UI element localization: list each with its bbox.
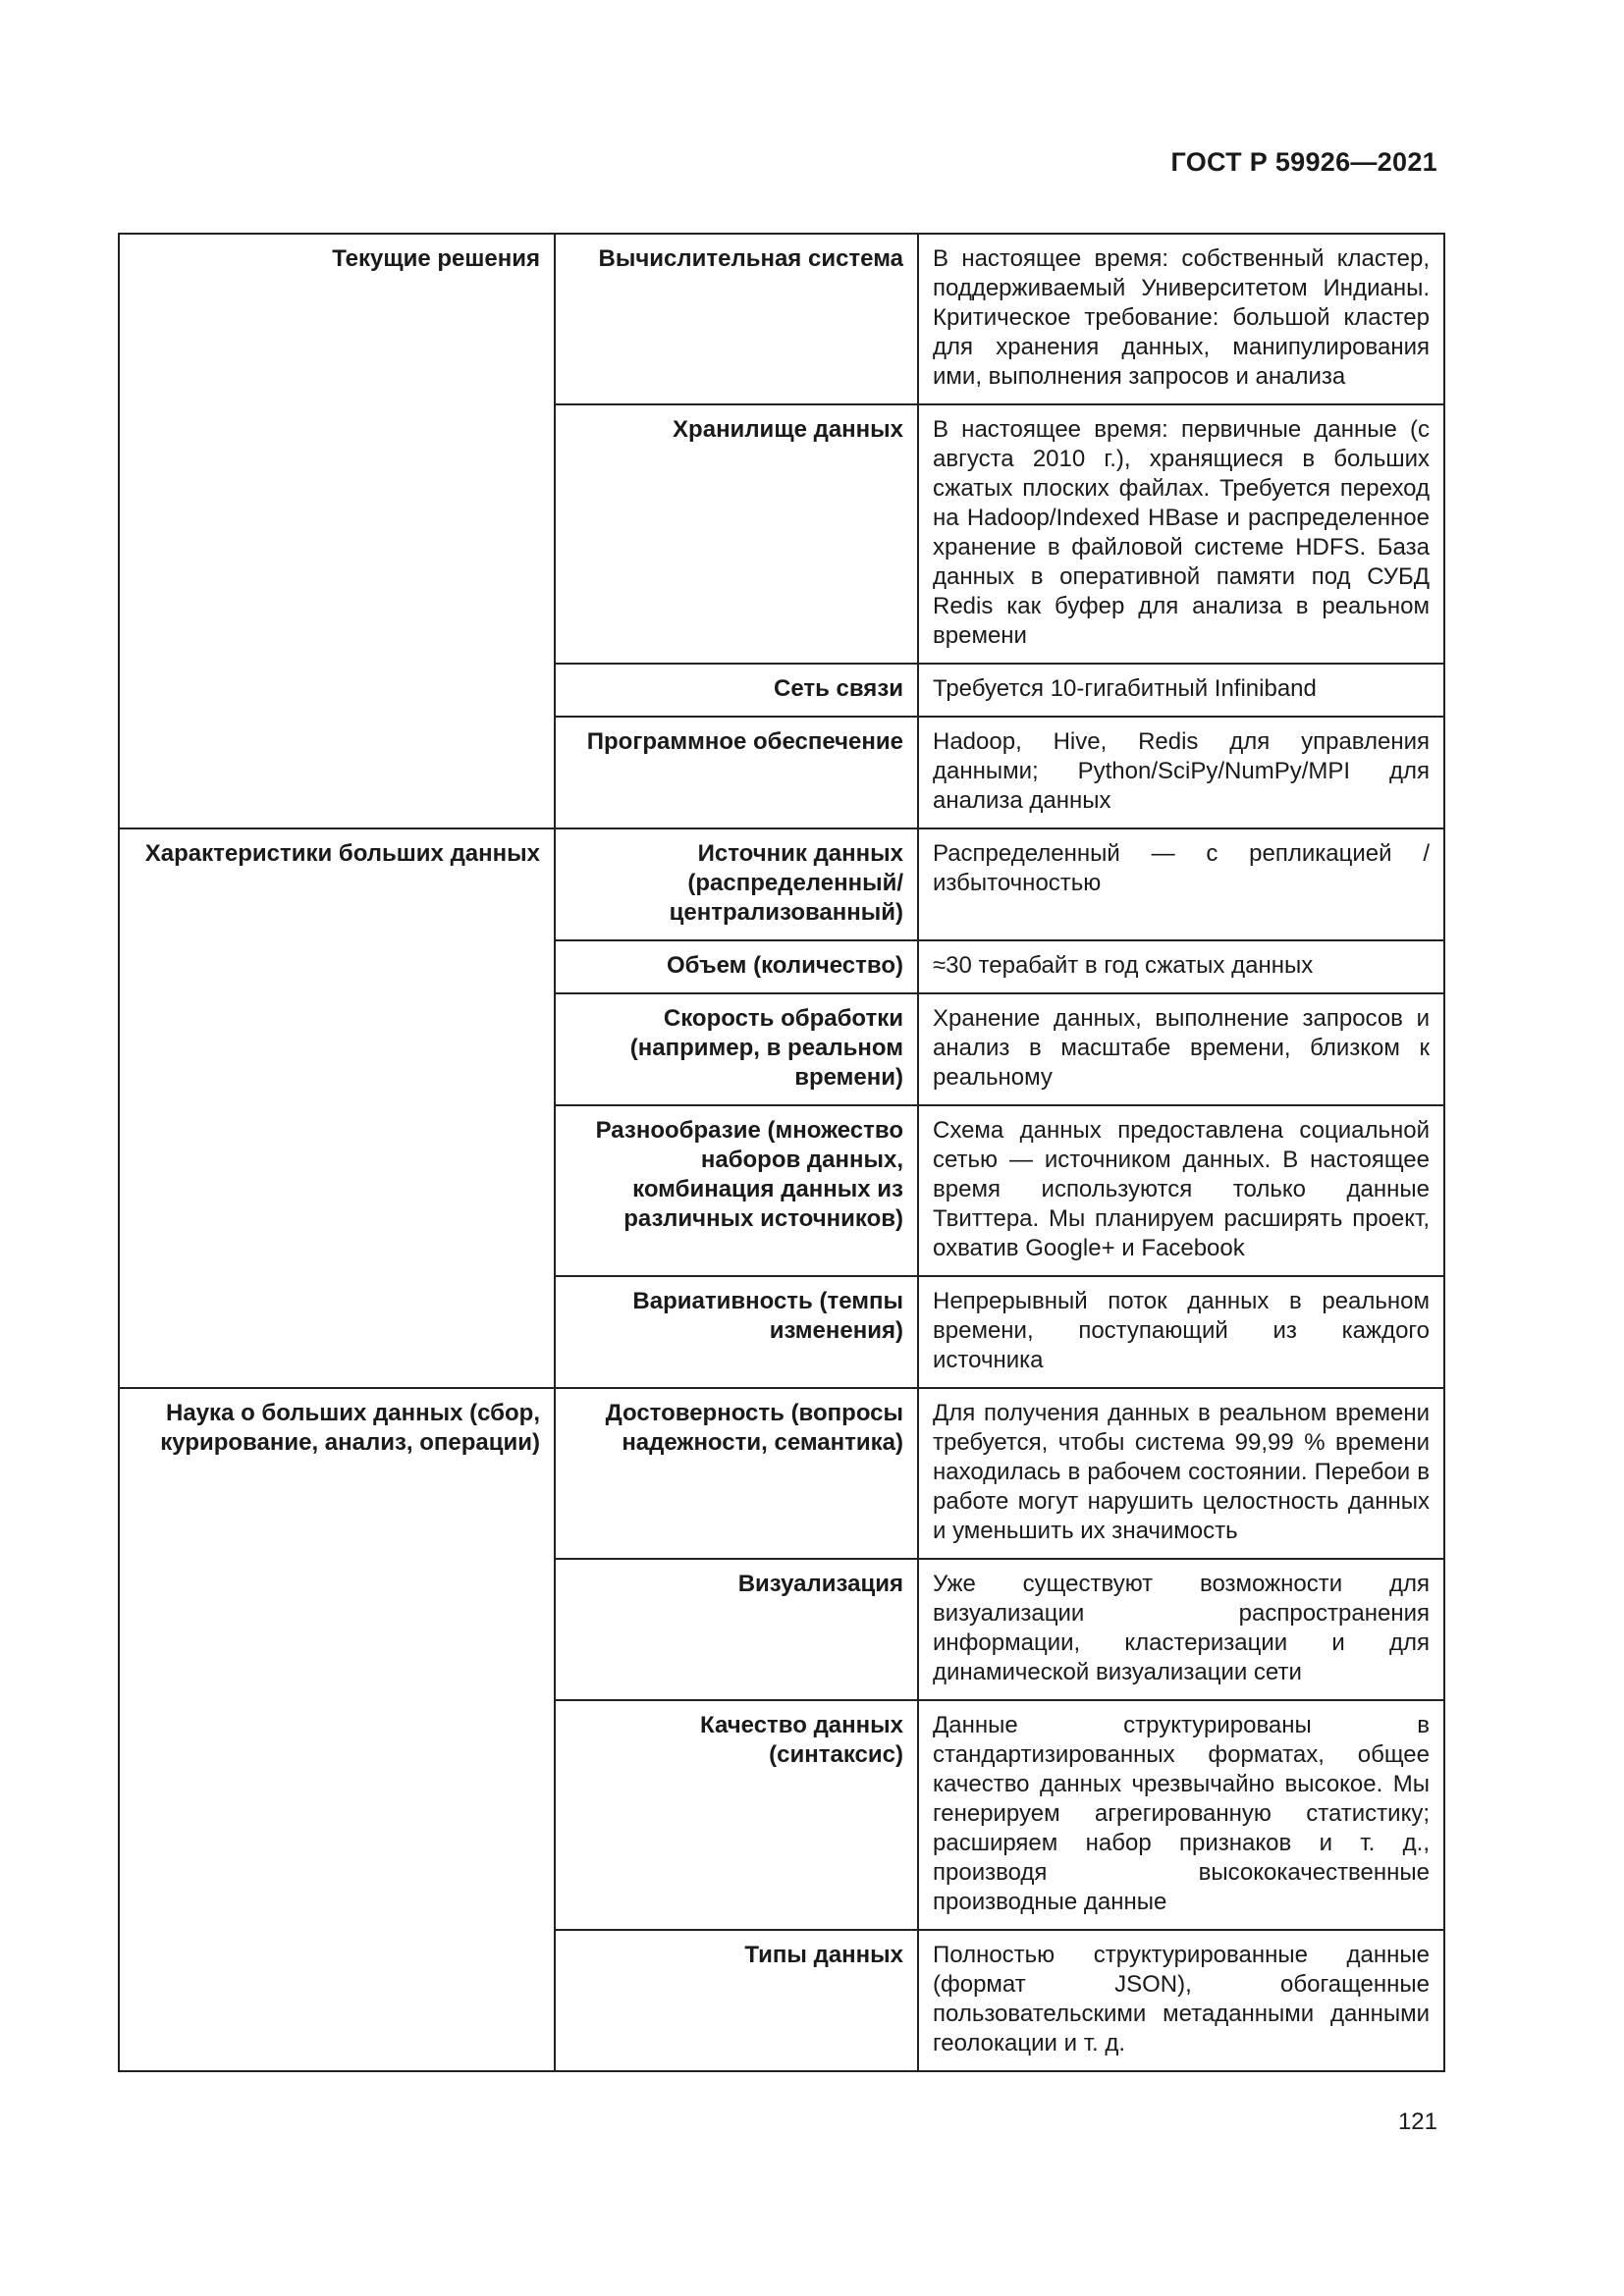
page-number: 121 bbox=[1397, 2109, 1437, 2135]
value-cell: Уже существуют возможности для визуализации распространения информации, кластеризации и для динамической визуализации сети bbox=[918, 1559, 1444, 1700]
characteristic-cell: Программное обеспечение bbox=[555, 717, 918, 828]
value-cell: Хранение данных, выполнение запросов и анализ в масштабе времени, близком к реальному bbox=[918, 993, 1444, 1105]
value-cell: Для получения данных в реальном времени требуется, чтобы система 99,99 % времени находилась в рабочем состоянии. Перебои в работе могут нарушить целостность данных и уменьшить их значимость bbox=[918, 1388, 1444, 1559]
table-row bbox=[119, 234, 1444, 404]
characteristic-cell: Разнообразие (множество наборов данных, комбинация данных из различных источников) bbox=[555, 1105, 918, 1276]
category-cell: Наука о больших данных (сбор, курирование, анализ, операции) bbox=[119, 1388, 555, 2071]
value-cell: ≈30 терабайт в год сжатых данных bbox=[918, 940, 1444, 993]
characteristic-cell: Вычислительная система bbox=[555, 234, 918, 404]
value-cell: В настоящее время: собственный кластер, поддерживаемый Университетом Индианы. Критическое требование: большой кластер для хранения данных, манипулирования ими, выполнения запросов и анализа bbox=[918, 234, 1444, 404]
characteristic-cell: Достоверность (вопросы надежности, семантика) bbox=[555, 1388, 918, 1559]
table-row bbox=[119, 828, 1444, 940]
value-cell: Требуется 10-гигабитный Infiniband bbox=[918, 664, 1444, 717]
characteristic-cell: Объем (количество) bbox=[555, 940, 918, 993]
characteristic-cell: Типы данных bbox=[555, 1930, 918, 2071]
value-cell: В настоящее время: первичные данные (с августа 2010 г.), хранящиеся в больших сжатых плоских файлах. Требуется переход на Hadoop/Indexed HBase и распределенное хранение в файловой системе HDFS. База данных в оперативной памяти под СУБД Redis как буфер для анализа в реальном времени bbox=[918, 404, 1444, 664]
category-cell: Характеристики больших данных bbox=[119, 828, 555, 1388]
requirements-table bbox=[118, 233, 1445, 2072]
characteristic-cell: Вариативность (темпы изменения) bbox=[555, 1276, 918, 1388]
value-cell: Данные структурированы в стандартизированных форматах, общее качество данных чрезвычайно высокое. Мы генерируем агрегированную статистику; расширяем набор признаков и т. д., производя высококачественные производные данные bbox=[918, 1700, 1444, 1930]
value-cell: Непрерывный поток данных в реальном времени, поступающий из каждого источника bbox=[918, 1276, 1444, 1388]
value-cell: Полностью структурированные данные (формат JSON), обогащенные пользовательскими метаданными данными геолокации и т. д. bbox=[918, 1930, 1444, 2071]
characteristic-cell: Скорость обработки (например, в реальном времени) bbox=[555, 993, 918, 1105]
characteristic-cell: Визуализация bbox=[555, 1559, 918, 1700]
value-cell: Hadoop, Hive, Redis для управления данными; Python/SciPy/NumPy/MPI для анализа данных bbox=[918, 717, 1444, 828]
table-row bbox=[119, 1388, 1444, 1559]
category-cell: Текущие решения bbox=[119, 234, 555, 828]
document-header: ГОСТ Р 59926—2021 bbox=[1170, 147, 1437, 177]
value-cell: Схема данных предоставлена социальной сетью — источником данных. В настоящее время используются только данные Твиттера. Мы планируем расширять проект, охватив Google+ и Facebook bbox=[918, 1105, 1444, 1276]
characteristic-cell: Источник данных (распределенный/ централизованный) bbox=[555, 828, 918, 940]
characteristic-cell: Хранилище данных bbox=[555, 404, 918, 664]
characteristic-cell: Качество данных (синтаксис) bbox=[555, 1700, 918, 1930]
characteristic-cell: Сеть связи bbox=[555, 664, 918, 717]
value-cell: Распределенный — с репликацией / избыточностью bbox=[918, 828, 1444, 940]
